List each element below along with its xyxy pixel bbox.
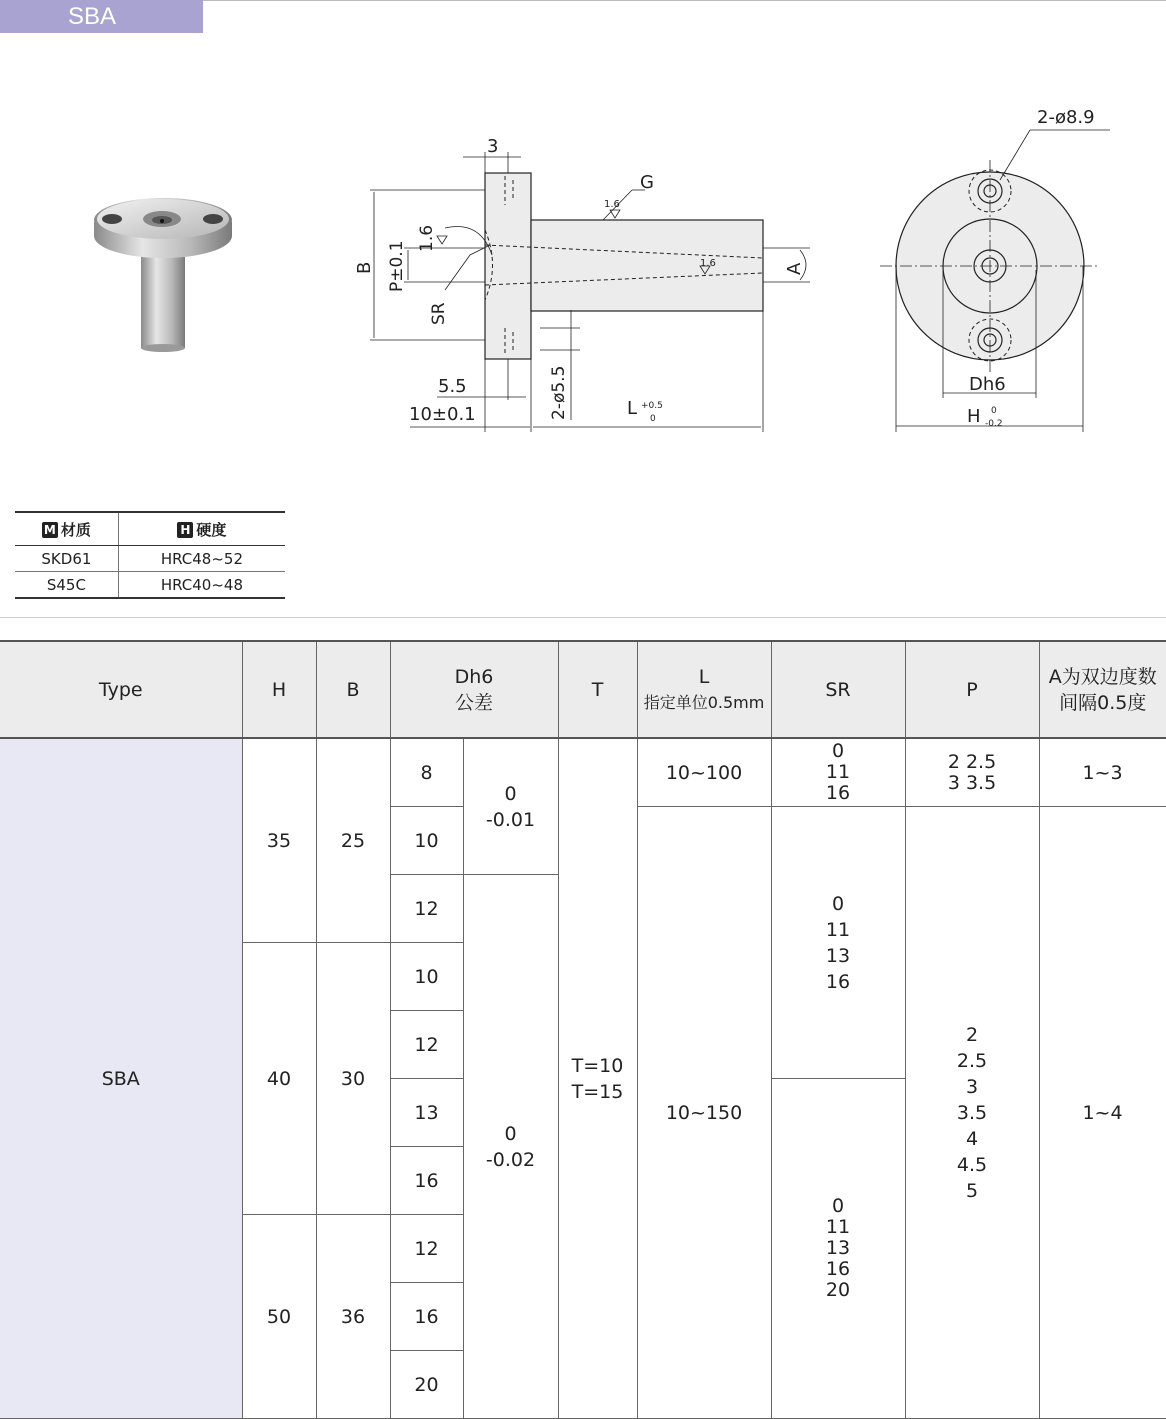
d-cell: 8	[390, 738, 463, 807]
dim-h-label: H	[967, 406, 981, 427]
p-cell	[905, 738, 1039, 807]
material-header	[15, 512, 118, 546]
tol-value: 0 -0.01	[485, 782, 536, 831]
header-l	[637, 641, 771, 738]
b-cell: 25	[316, 738, 390, 943]
type-cell: SBA	[0, 738, 242, 1419]
header-l-label: L	[698, 665, 710, 688]
header-b: B	[316, 641, 390, 738]
sr-value: 0 11 16	[825, 740, 851, 804]
d-cell: 16	[390, 1283, 463, 1351]
dim-55-label: 5.5	[438, 376, 467, 397]
d-cell: 16	[390, 1147, 463, 1215]
material-cell: SKD61	[15, 546, 118, 572]
hardness-cell: HRC48~52	[118, 546, 285, 572]
sr-value: 0 11 13 16	[825, 892, 851, 993]
sr-value: 0 11 13 16 20	[825, 1195, 851, 1301]
hardness-header-label: 硬度	[196, 520, 227, 539]
material-header-label: 材质	[60, 520, 91, 539]
sr-cell	[771, 1079, 905, 1419]
b-cell: 30	[316, 943, 390, 1215]
header-a-label: A为双边度数	[1048, 665, 1157, 688]
spec-table	[0, 640, 1166, 1419]
dim-l-tol-upper: +0.5	[641, 401, 663, 411]
dim-b-label: B	[354, 261, 375, 274]
l-cell: 10~100	[637, 738, 771, 807]
dim-dh6-label: Dh6	[969, 374, 1006, 395]
dim-g-label: G	[640, 172, 654, 193]
h-cell: 35	[242, 738, 316, 943]
header-a-sub: 间隔0.5度	[1059, 691, 1147, 714]
h-cell: 50	[242, 1215, 316, 1419]
header-dh6-label: Dh6	[454, 665, 494, 688]
roughness-label: 1.6	[604, 199, 620, 210]
header-a	[1039, 641, 1166, 738]
t-value: T=10 T=15	[571, 1054, 624, 1103]
hardness-badge: H	[177, 522, 193, 538]
dim-a-label: A	[784, 262, 805, 275]
d-cell: 12	[390, 1011, 463, 1079]
header-dh6-sub: 公差	[455, 691, 494, 714]
d-cell: 10	[390, 807, 463, 875]
hardness-header	[118, 512, 285, 546]
a-cell: 1~3	[1039, 738, 1166, 807]
material-badge: M	[42, 522, 58, 538]
tol-cell	[463, 875, 558, 1419]
technical-drawing	[0, 0, 1166, 470]
section-divider	[0, 617, 1166, 618]
table-row	[0, 738, 1166, 807]
dim-h-tol-upper: 0	[991, 406, 997, 416]
d-cell: 20	[390, 1351, 463, 1419]
roughness-label: 1.6	[700, 258, 716, 269]
p-cell	[905, 807, 1039, 1419]
header-p: P	[905, 641, 1039, 738]
dim-holes-label: 2-ø8.9	[1037, 107, 1095, 128]
dim-10-label: 10±0.1	[409, 404, 476, 425]
d-cell: 12	[390, 875, 463, 943]
tol-value: 0 -0.02	[485, 1122, 536, 1171]
l-cell: 10~150	[637, 807, 771, 1419]
p-value: 2 2.5 3 3.5	[947, 750, 997, 794]
t-cell	[558, 738, 637, 1419]
roughness-label: 1.6	[417, 224, 437, 252]
material-cell: S45C	[15, 572, 118, 599]
page-title: SBA	[0, 0, 203, 33]
d-cell: 12	[390, 1215, 463, 1283]
dim-sr-label: SR	[429, 302, 449, 325]
dim-l-label: L	[627, 398, 638, 419]
table-row	[15, 572, 285, 599]
header-l-sub: 指定单位0.5mm	[643, 692, 765, 712]
d-cell: 10	[390, 943, 463, 1011]
header-h: H	[242, 641, 316, 738]
header-sr: SR	[771, 641, 905, 738]
header-row	[0, 641, 1166, 738]
side-view	[370, 152, 810, 432]
sr-cell	[771, 738, 905, 807]
b-cell: 36	[316, 1215, 390, 1419]
a-cell: 1~4	[1039, 807, 1166, 1419]
h-cell: 40	[242, 943, 316, 1215]
hardness-cell: HRC40~48	[118, 572, 285, 599]
header-dh6	[390, 641, 558, 738]
sr-cell	[771, 807, 905, 1079]
dim-h-tol-lower: -0.2	[985, 419, 1003, 429]
dim-l-tol-lower: 0	[650, 414, 656, 424]
table-row	[15, 546, 285, 572]
header-type: Type	[0, 641, 242, 738]
dim-p-label: P±0.1	[387, 240, 407, 292]
dim-3-label: 3	[487, 136, 499, 157]
tol-cell	[463, 738, 558, 875]
p-value: 2 2.5 3 3.5 4 4.5 5	[956, 1023, 988, 1202]
material-table	[15, 511, 285, 599]
product-photo	[94, 198, 232, 352]
header-t: T	[558, 641, 637, 738]
d-cell: 13	[390, 1079, 463, 1147]
dim-hole-label: 2-ø5.5	[549, 365, 569, 420]
